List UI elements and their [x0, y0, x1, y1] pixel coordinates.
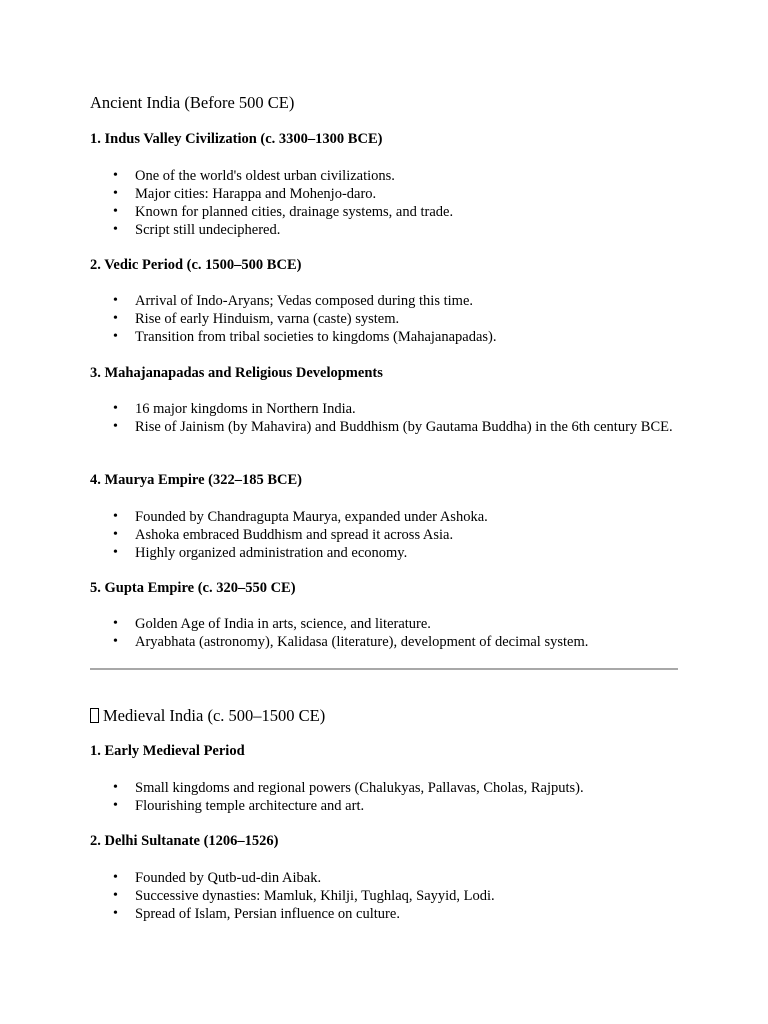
list-item: • Small kingdoms and regional powers (Chalukyas, Pallavas, Cholas, Rajputs). [113, 780, 584, 796]
list-item: • Golden Age of India in arts, science, and literature. [113, 616, 431, 632]
list-item: • Major cities: Harappa and Mohenjo-daro. [113, 186, 377, 202]
section-heading-gupta-empire: 5. Gupta Empire (c. 320–550 CE) [90, 580, 296, 596]
list-item: • Rise of early Hinduism, varna (caste) system. [113, 311, 400, 327]
list-item: • Arrival of Indo-Aryans; Vedas composed during this time. [113, 293, 474, 309]
horizontal-divider [90, 668, 678, 670]
list-item: • Highly organized administration and economy. [113, 545, 408, 561]
list-item: • Spread of Islam, Persian influence on culture. [113, 906, 400, 922]
list-item: • Aryabhata (astronomy), Kalidasa (literature), development of decimal system. [113, 634, 589, 650]
list-vedic-period [90, 292, 678, 346]
list-maurya-empire [90, 508, 678, 562]
list-mahajanapadas [90, 400, 678, 436]
list-item: • Transition from tribal societies to kingdoms (Mahajanapadas). [113, 329, 497, 345]
section-heading-vedic-period: 2. Vedic Period (c. 1500–500 BCE) [90, 257, 302, 273]
list-item: • Script still undeciphered. [113, 222, 281, 238]
list-item: • Known for planned cities, drainage systems, and trade. [113, 204, 454, 220]
list-item: • 16 major kingdoms in Northern India. [113, 401, 356, 417]
section-heading-delhi-sultanate: 2. Delhi Sultanate (1206–1526) [90, 833, 279, 849]
list-item: • Rise of Jainism (by Mahavira) and Buddhism (by Gautama Buddha) in the 6th century BCE. [113, 419, 673, 435]
list-delhi-sultanate [90, 869, 678, 923]
list-item: • One of the world's oldest urban civilizations. [113, 168, 395, 184]
list-indus-valley [90, 167, 678, 239]
medieval-india-title [90, 706, 325, 726]
section-heading-maurya-empire: 4. Maurya Empire (322–185 BCE) [90, 472, 302, 488]
list-gupta-empire [90, 615, 678, 651]
list-item: • Flourishing temple architecture and art. [113, 798, 365, 814]
section-heading-indus-valley: 1. Indus Valley Civilization (c. 3300–1300 BCE) [90, 131, 383, 147]
list-item: • Founded by Qutb-ud-din Aibak. [113, 870, 322, 886]
medieval-india-title-text: Medieval India (c. 500–1500 CE) [103, 706, 326, 725]
list-early-medieval [90, 779, 678, 815]
ancient-india-title: Ancient India (Before 500 CE) [90, 93, 295, 112]
list-item: • Successive dynasties: Mamluk, Khilji, Tughlaq, Sayyid, Lodi. [113, 888, 495, 904]
section-heading-mahajanapadas: 3. Mahajanapadas and Religious Developments [90, 365, 383, 381]
list-item: • Founded by Chandragupta Maurya, expanded under Ashoka. [113, 509, 488, 525]
section-heading-early-medieval: 1. Early Medieval Period [90, 743, 245, 759]
missing-glyph-icon [90, 708, 99, 723]
list-item: • Ashoka embraced Buddhism and spread it across Asia. [113, 527, 454, 543]
